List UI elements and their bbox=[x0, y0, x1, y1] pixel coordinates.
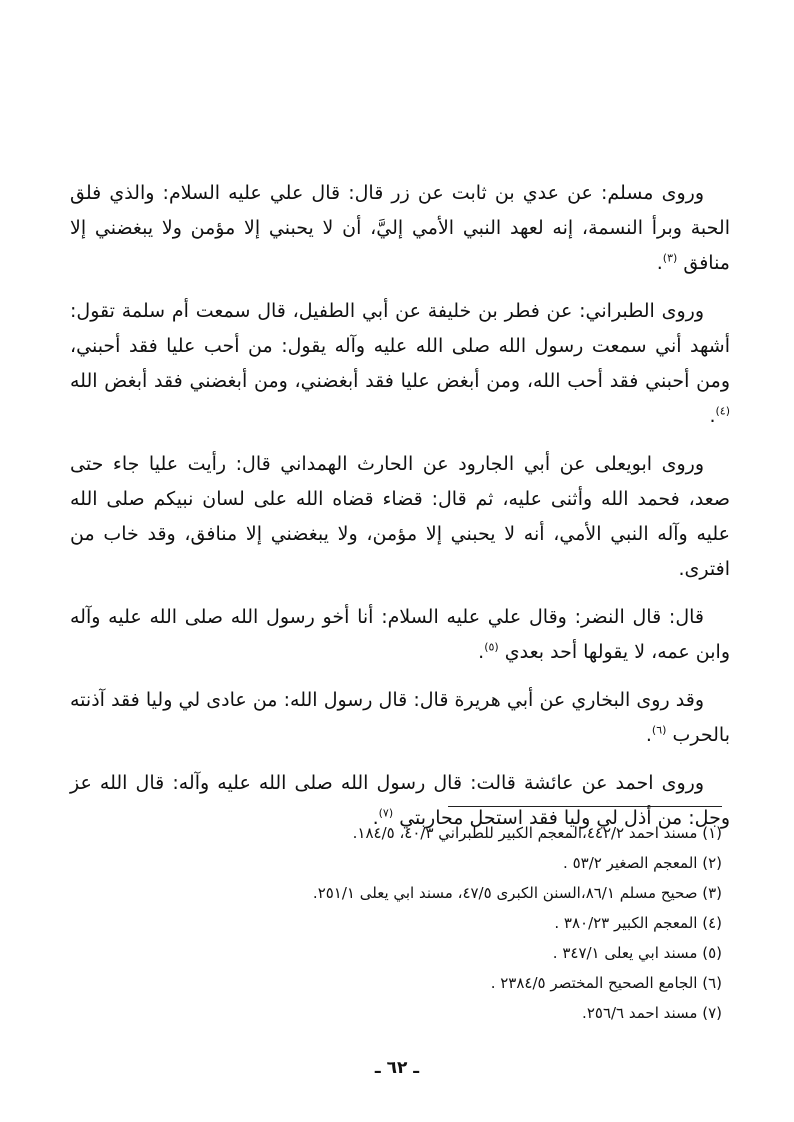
paragraph-text: وروى ابويعلى عن أبي الجارود عن الحارث الهمداني قال: رأيت عليا جاء حتى صعد، فحمد الله وأثنى عليه، ثم قال: قضاء قضاه الله على لسان نبيكم صلى الله عليه وآله النبي الأمي، أنه لا يحبني إلا مؤمن، ولا يبغضني إلا منافق، وقد خاب من افترى. bbox=[70, 453, 730, 580]
footnote-ref-4: (٤) bbox=[715, 404, 730, 418]
paragraph-text: وروى مسلم: عن عدي بن ثابت عن زر قال: قال علي عليه السلام: والذي فلق الحبة وبرأ النسمة، إنه لعهد النبي الأمي إليَّ، أن لا يحبني إلا مؤمن ولا يبغضني إلا منافق bbox=[70, 182, 730, 274]
footnote-7: (٧) مسند احمد ٢٥٦/٦. bbox=[582, 1004, 722, 1022]
paragraph-muslim-hadith bbox=[70, 176, 730, 281]
footnote-4: (٤) المعجم الكبير ٣٨٠/٢٣ . bbox=[554, 914, 722, 932]
page-number: ـ ٦٢ ـ bbox=[374, 1058, 420, 1078]
paragraph-end: . bbox=[709, 405, 716, 427]
footnote-5: (٥) مسند ابي يعلى ٣٤٧/١ . bbox=[552, 944, 722, 962]
footnote-separator bbox=[448, 806, 722, 807]
footnote-6: (٦) الجامع الصحيح المختصر ٢٣٨٤/٥ . bbox=[490, 974, 722, 992]
footnotes bbox=[70, 818, 722, 1028]
paragraph-text: وروى احمد عن عائشة قالت: قال رسول الله صلى الله عليه وآله: قال الله عز وجل: من أذل لي وليا فقد استحل محاربتي bbox=[70, 772, 730, 829]
paragraph-text: وروى الطبراني: عن فطر بن خليفة عن أبي الطفيل، قال سمعت أم سلمة تقول: أشهد أني سمعت رسول الله صلى الله عليه وآله يقول: من أحب عليا فقد أحبني، ومن أحبني فقد أحب الله، ومن أبغض عليا فقد أبغضني، ومن أبغضني فقد أبغض الله bbox=[70, 300, 730, 392]
paragraph-tabarani-hadith bbox=[70, 294, 730, 434]
paragraph-nadr-saying bbox=[70, 600, 730, 670]
paragraph-end: . bbox=[372, 807, 379, 829]
footnote-2: (٢) المعجم الصغير ٥٣/٢ . bbox=[563, 854, 722, 872]
main-text bbox=[70, 176, 730, 849]
footnote-1: (١) مسند احمد ٤٤٢/٢،المعجم الكبير للطبراني ٤٠/٣، ١٨٤/٥. bbox=[352, 824, 722, 842]
footnote-ref-7: (٧) bbox=[378, 806, 394, 820]
footnote-ref-3: (٣) bbox=[662, 251, 678, 265]
footnote-ref-5: (٥) bbox=[484, 640, 499, 654]
paragraph-end: . bbox=[478, 641, 485, 663]
paragraph-abu-yala-hadith bbox=[70, 447, 730, 587]
paragraph-text: وقد روى البخاري عن أبي هريرة قال: قال رسول الله: من عادى لي وليا فقد آذنته بالحرب bbox=[70, 689, 730, 746]
footnote-3: (٣) صحيح مسلم ٨٦/١،السنن الكبرى ٤٧/٥، مسند ابي يعلى ٢٥١/١. bbox=[312, 884, 722, 902]
paragraph-end: . bbox=[645, 724, 652, 746]
paragraph-end: . bbox=[656, 252, 663, 274]
paragraph-bukhari-hadith bbox=[70, 683, 730, 753]
paragraph-text: قال: قال النضر: وقال علي عليه السلام: أنا أخو رسول الله صلى الله عليه وآله وابن عمه، لا يقولها أحد بعدي bbox=[70, 606, 730, 663]
footnote-ref-6: (٦) bbox=[651, 723, 667, 737]
